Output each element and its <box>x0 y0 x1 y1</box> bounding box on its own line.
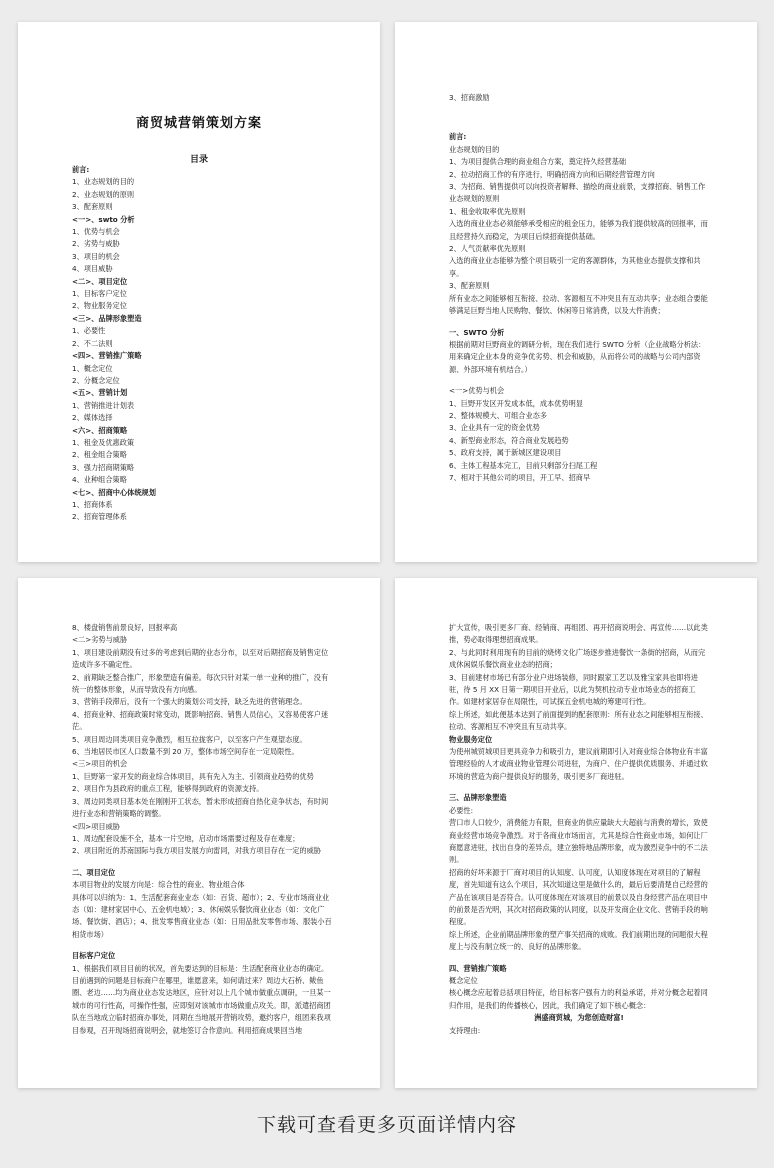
text-line: <一>优势与机会 <box>449 386 505 396</box>
text-line: 综上所述，如此便基本达到了前面提到的配套原则：所有业态之间能够相互衔接、拉动、客源相互不冲突且有互动共享。 <box>449 709 708 732</box>
text-line: 3、强力招商期策略 <box>72 462 135 472</box>
text-line: 2、项目作为县政府的重点工程，能够得到政府的资源支持。 <box>72 784 264 794</box>
text-line: 2、不二法则 <box>72 338 113 348</box>
text-line: 2、前期缺乏整合推广，形象塑造有偏差。每次只针对某一单一业种的推广，没有统一的整体形象，从而导致没有方向感。 <box>72 672 329 695</box>
text-line: 综上所述，企业前期品牌形象的塑产事关招商的成败。我们前期出现的问题很大程度上与没有制立统一的、良好的品牌形象。 <box>449 929 708 952</box>
spacer <box>72 941 332 950</box>
section-heading: <四>、营销推广策略 <box>72 351 142 361</box>
text-line: 业态规划的目的 <box>449 144 500 154</box>
text-line: 2、租金组合策略 <box>72 450 127 460</box>
text-line: 2、拉动招商工作的有序进行，明确招商方向和后期经营管理方向 <box>449 169 655 179</box>
text-line: 1、业态规划的目的 <box>72 177 135 187</box>
text-line: 1、巨野开发区开发成本低，成本优势明显 <box>449 398 583 408</box>
text-line: 1、为项目提供合理的商业组合方案，奠定持久经营基础 <box>449 157 627 167</box>
page-4-text <box>449 622 709 1037</box>
text-line: 5、项目周边同类项目竞争激烈，相互拉拢客户，以至客户产生观望态度。 <box>72 734 307 744</box>
text-line: <四>项目威胁 <box>72 821 120 831</box>
text-line: 入选的商业业态必须能够承受相应的租金压力，能够为我们提供较高的回报率，而且经营持久而稳定，为项目后续招商提供基础。 <box>449 219 708 241</box>
text-line: 扩大宣传，吸引更多厂商、经销商、再组团、再开招商说明会、再宣传……以此类推，势必取得理想招商成果。 <box>449 623 708 645</box>
toc-heading: 目录 <box>189 155 208 165</box>
section-heading: <六>、招商策略 <box>72 425 128 435</box>
text-line: 6、当地居民市区人口数量不到 20 万，整体市场空间存在一定局限性。 <box>72 747 299 757</box>
text-line: 4、新型商业形态，符合商业发展趋势 <box>449 435 569 445</box>
section-heading: 前言: <box>449 132 467 142</box>
text-line: 招商的好坏来源于厂商对项目的认知度、认可度，认知度体现在对项目的了解程度，首先知道有这么个项目，其次知道这里是做什么的，最后后要清楚自己经营的产品在该项目是否符合。认可度体现在对该项目的前景以及自身经营产品在项目中的前景是否光明，其次对招商政策的认同度，以及开发商企业文化、营销手段的响程度。 <box>449 867 708 927</box>
text-line: 4、招商业种、招商政策时常变动，既影响招商、销售人员信心，又容易使客户迷茫。 <box>72 709 329 732</box>
text-line: 必要性: <box>449 805 473 815</box>
text-line: 1、周边配套设施不全，基本一片空地，启动市场需要过程及存在难度； <box>72 833 300 843</box>
text-line: 4、业种组合策略 <box>72 475 127 485</box>
section-heading: 一、SWTO 分析 <box>449 327 505 337</box>
text-line: 1、概念定位 <box>72 363 113 373</box>
text-line: 2、招商管理体系 <box>72 512 127 522</box>
text-line: 2、人气贡献率优先原则 <box>449 244 526 254</box>
text-line: 3、配套原则 <box>449 281 490 291</box>
text-line: 1、必要性 <box>72 326 106 336</box>
text-line: 1、租金收取率优先原则 <box>449 206 526 216</box>
section-heading: 洲盛商贸城，为您创造财富! <box>534 1013 624 1023</box>
section-heading: 三、品牌形象塑造 <box>449 793 507 803</box>
document-page-3 <box>18 578 380 1088</box>
text-line: 3、目前建材市场已有部分业户进场装修，同时跟家工艺以及雅宝家具也即将进驻，待 5 月 XX 日第一期项目开业后，以此为契机拉动专业市场业态的招商工作。如建材家居存在局限性，可试探五金机电城的筹建可行性。 <box>449 672 698 707</box>
section-heading: 四、营销推广策略 <box>449 963 507 973</box>
document-page-2 <box>395 22 757 562</box>
section-heading: 物业服务定位 <box>449 734 493 744</box>
toc-list <box>72 164 332 524</box>
text-line: 3、项目的机会 <box>72 251 120 261</box>
spacer <box>449 783 709 792</box>
spacer <box>449 376 709 385</box>
text-line: 2、业态规划的原则 <box>72 189 135 199</box>
text-line: 1、项目建设前期没有过多的考虑到后期的业态分布，以至对后期招商及销售定位造成许多不确定性。 <box>72 647 329 670</box>
text-line: 6、主体工程基本完工，目前只剩部分扫尾工程 <box>449 460 598 470</box>
text-line: 2、与此同时利用现有的目前的烧烤文化广场逐步推进餐饮一条街的招商，从而完成休闲娱乐餐饮商业业态的招商； <box>449 647 706 670</box>
text-line: 概念定位 <box>449 975 478 985</box>
spacer <box>449 104 709 113</box>
text-line: <三>项目的机会 <box>72 759 128 769</box>
page-2-text <box>449 92 709 484</box>
text-line: 本项目物业的发展方向是：综合性的商业、物业组合体 <box>72 880 245 890</box>
spacer <box>449 318 709 327</box>
text-line: 3、周边同类项目基本处在刚刚开工状态，暂未形成招商自热化竞争状态，有时间进行业态和营销策略的调整。 <box>72 796 329 819</box>
text-line: 1、营销推进计划表 <box>72 400 135 410</box>
text-line: 营口市人口较少，消费能力有限，但商业的供应量缺大大超前与消费的增长，致使商业经营市场竞争激烈。对于各商业市场而言，尤其是综合性商业市场，如何让厂商愿意进驻，找出自身的差异点，建立独特地品牌形象，成为激烈竞争中的不二法则。 <box>449 818 708 865</box>
text-line: 3、为招商、销售提供可以向投资者解释、描绘的商业前景，支撑招商、销售工作 <box>449 182 706 192</box>
text-line: 7、相对于其他公司的项目，开工早、招商早 <box>449 472 591 482</box>
spacer <box>72 858 332 867</box>
text-line: 8、楼盘销售前景良好，回报率高 <box>72 623 178 632</box>
text-line: 为使州城贸城项目更具竞争力和吸引力，建议前期即引入对商业综合体物业有丰富管理经验的人才或商业物业管理公司进驻，为商户、住户提供优质服务、并通过软环境的营造为商户提供良好的服务，吸引更多厂商进驻。 <box>449 747 708 781</box>
text-line: 3、招商激励 <box>449 93 490 102</box>
text-line: 2、项目附近的苏南国际与我方项目发展方向雷同，对我方项目存在一定的威胁 <box>72 846 321 856</box>
spacer <box>449 122 709 131</box>
text-line: 3、企业具有一定的资金优势 <box>449 423 540 433</box>
text-line: 1、租金及优惠政策 <box>72 437 135 447</box>
text-line: 1、招商体系 <box>72 499 113 509</box>
section-heading: 二、项目定位 <box>72 867 116 877</box>
text-line: 2、分概念定位 <box>72 375 120 385</box>
text-line: 根据前期对巨野商业的调研分析，现在我们进行 SWTO 分析（企业战略分析法：用来确定企业本身的竞争优劣势、机会和威胁，从而将公司的战略与公司内部资源、外部环境有机结合。） <box>449 339 706 374</box>
page-3-text <box>72 622 332 1037</box>
text-line: 2、物业服务定位 <box>72 301 127 311</box>
section-heading: <一>、swto 分析 <box>72 214 135 224</box>
text-line: 2、整体规模大、可组合业态多 <box>449 410 548 420</box>
section-heading: <二>、项目定位 <box>72 276 128 286</box>
text-line: 5、政府支持，属于新城区建设项目 <box>449 448 562 458</box>
document-page-4 <box>395 578 757 1088</box>
text-line: 具体可以归纳为：1、生活配套商业业态（如：百货、超市）；2、专业市场商业业态（如：建材家居中心、五金机电城）；3、休闲娱乐餐饮商业业态（如：文化广场、餐饮街、酒店）；4、批发零售商业业态（如：日用品批发零售市场、服装小百相货市场） <box>72 892 332 939</box>
text-line: 3、配套原则 <box>72 202 113 212</box>
text-line: 所有业态之间能够相互衔接、拉动、客源相互不冲突且有互动共享；业态组合要能够满足巨野当地人民购物、餐饮、休闲等日常消费，以及大件消费； <box>449 293 708 316</box>
text-line: 支持理由: <box>449 1025 481 1035</box>
text-line: 2、劣势与威胁 <box>72 239 120 249</box>
text-line: 1、目标客户定位 <box>72 289 127 299</box>
download-hint: 下载可查看更多页面详情内容 <box>256 1114 517 1136</box>
document-title: 商贸城营销策划方案 <box>135 116 262 131</box>
text-line: 4、项目威胁 <box>72 264 113 274</box>
section-heading: <五>、营销计划 <box>72 388 128 398</box>
text-line: 1、根据我们项目目前的状况，首先要达到的目标是：生活配套商业业态的确定。目前遇到的问题是目标商户在哪里，谁愿意来，如何请过来？周边大石桥、鲅鱼圈、老边……均为商业业态发达地区，应针对以上几个城市做重点调研，一旦某一城市的可行性高，可操作性强，应即刻对该城市市场做重点攻关。即，派遣招商团队在当地成立临时招商办事处，同期在当地展开营销攻势，邀约客户，组团来我项目参观，召开现场招商说明会，就地签订合作意向。利用招商成果回当地 <box>72 963 331 1035</box>
text-line: 1、巨野第一家开发的商业综合体项目，具有先入为主、引领商业趋势的优势 <box>72 771 314 781</box>
section-heading: 前言: <box>72 165 90 174</box>
text-line: 2、媒体选择 <box>72 413 113 423</box>
text-line: 入选的商业业态能够为整个项目吸引一定的客源群体，为其他业态提供支撑和共享。 <box>449 256 701 278</box>
spacer <box>449 113 709 122</box>
text-line: 3、营销手段滞后，没有一个强大的策划公司支持，缺乏先进的营销理念。 <box>72 697 307 707</box>
text-line: 业态规划的原则 <box>449 194 500 204</box>
document-page-1 <box>18 22 380 562</box>
section-heading: 目标客户定位 <box>72 951 116 961</box>
section-heading: <三>、品牌形象塑造 <box>72 313 142 323</box>
text-line: <二>劣势与威胁 <box>72 635 128 645</box>
text-line: 1、优势与机会 <box>72 227 120 237</box>
text-line: 核心概念应起着总括项目特征，给目标客户强有力的利益承诺，并对分概念起着同归作用，是我们的传播核心，因此，我们确定了如下核心概念： <box>449 988 708 1010</box>
section-heading: <七>、招商中心体统规划 <box>72 487 156 497</box>
spacer <box>449 954 709 963</box>
